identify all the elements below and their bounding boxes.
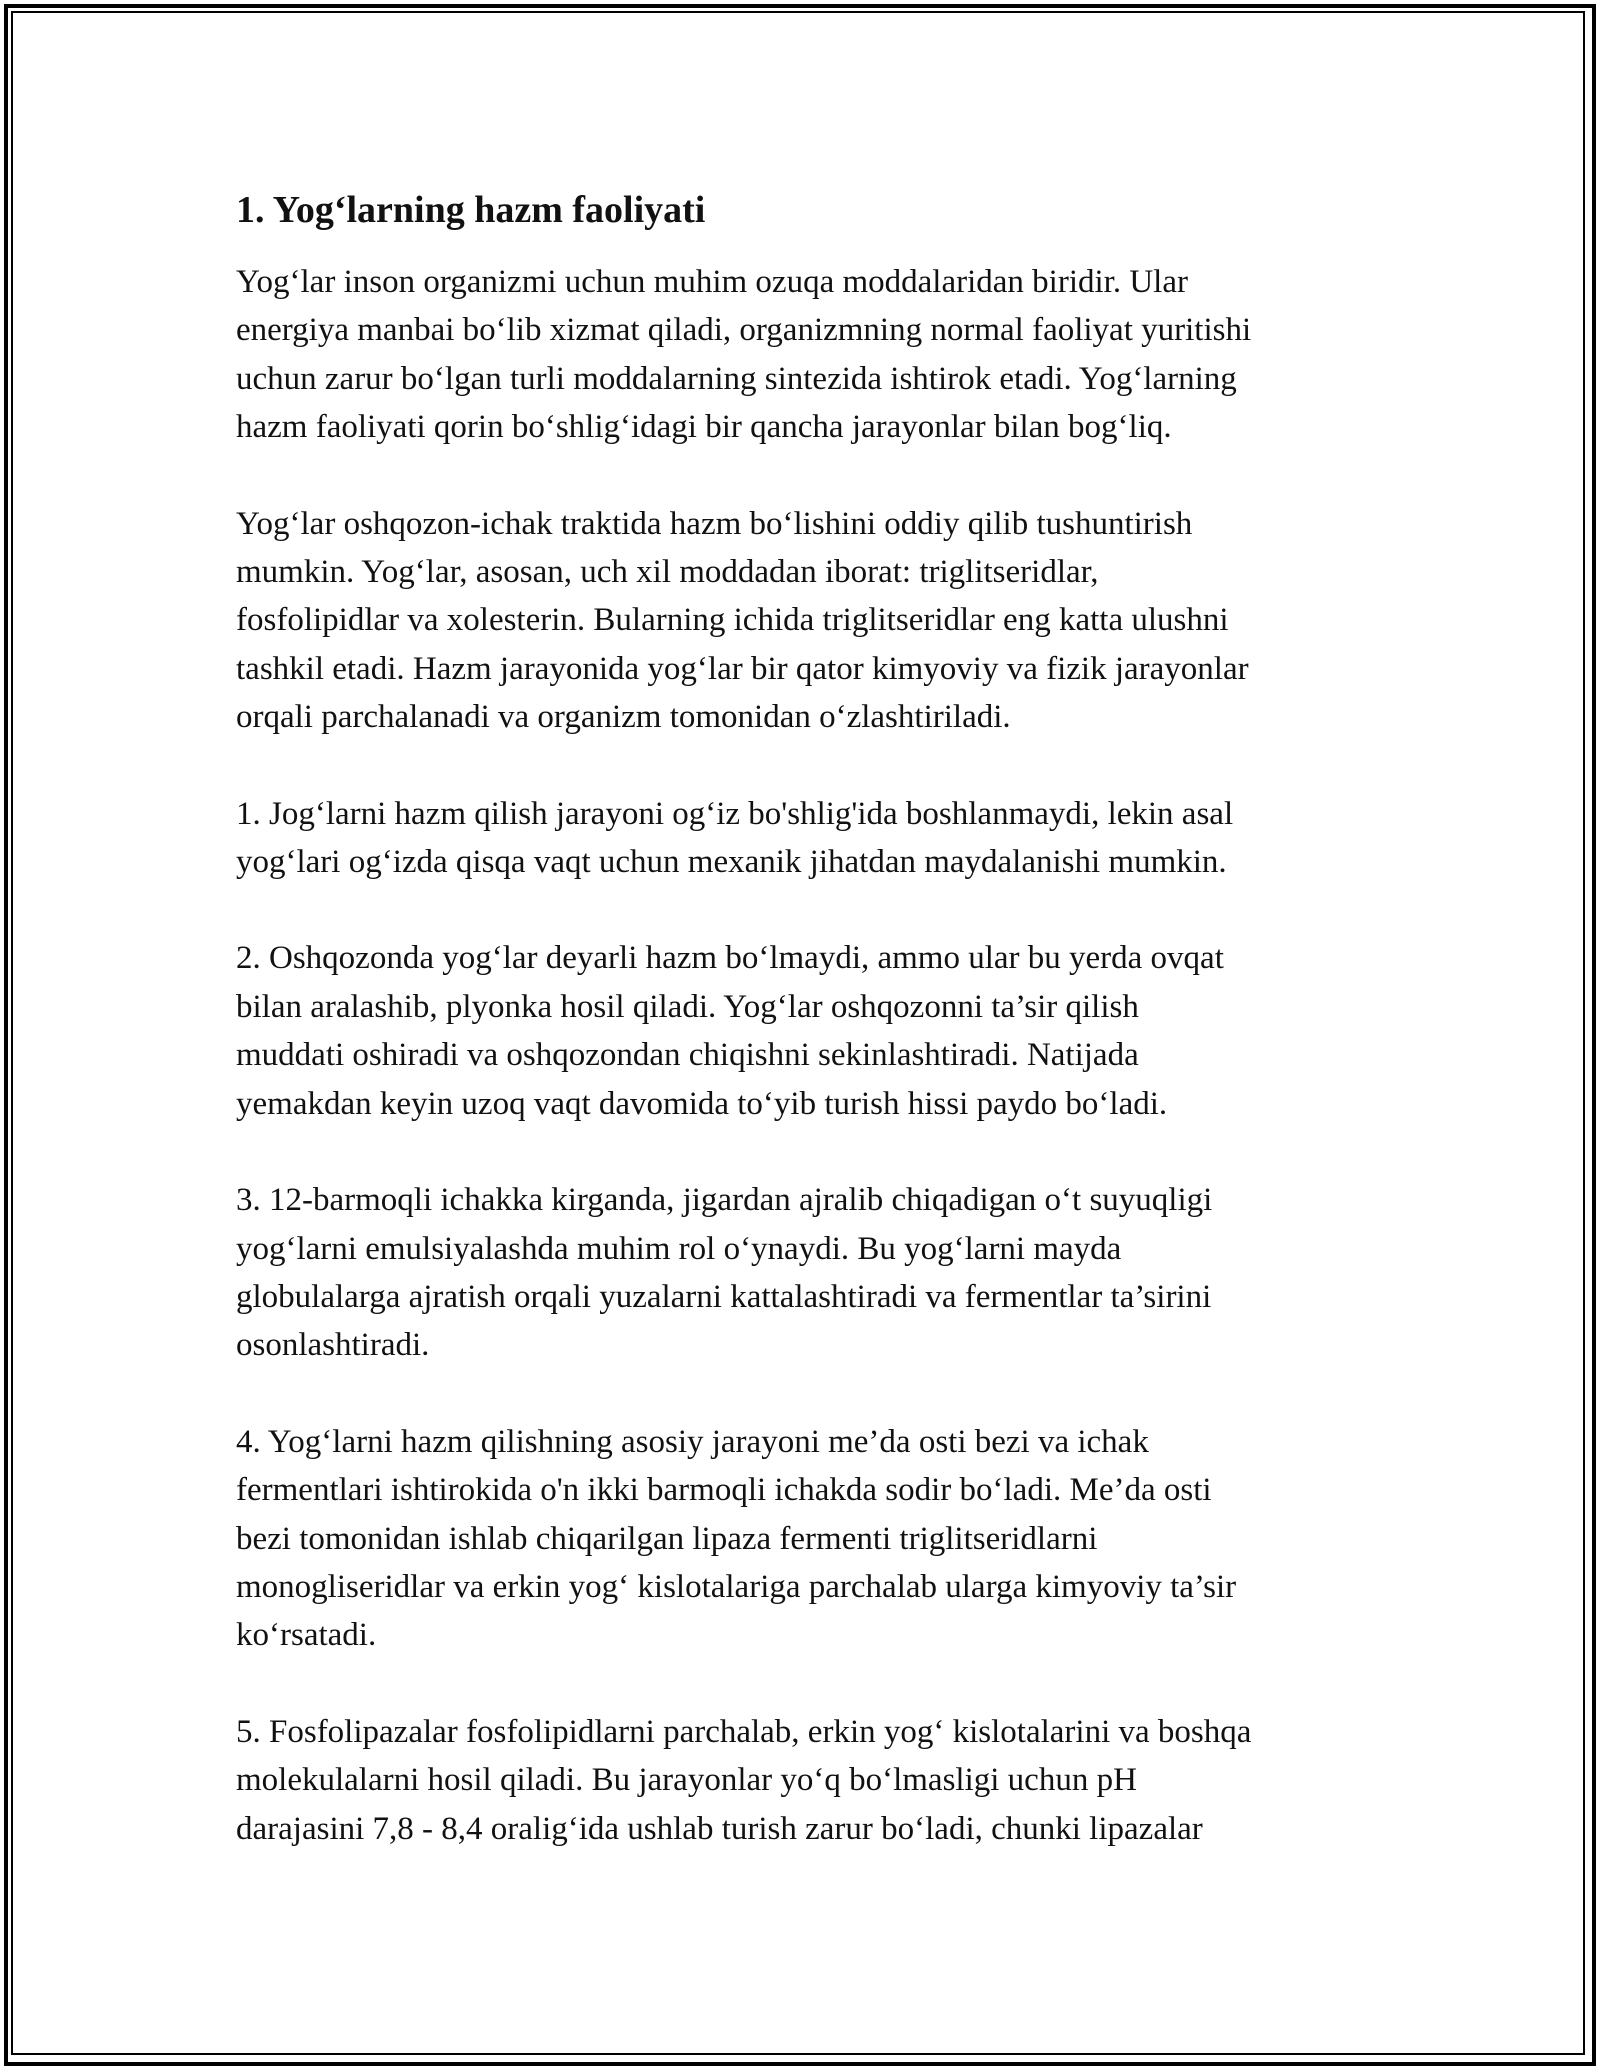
paragraph-intro: Yog‘lar inson organizmi uchun muhim ozuqa moddalaridan biridir. Ular energiya manbai bo‘lib xizmat qiladi, organizmning normal faoliyat yuritishi uchun zarur bo‘lgan turli moddalarning sintezida ishtirok etadi. Yog‘larning hazm faoliyati qorin bo‘shlig‘idagi bir qancha jarayonlar bilan bog‘liq. — [236, 264, 1252, 446]
paragraph-step-5: 5. Fosfolipazalar fosfolipidlarni parchalab, erkin yog‘ kislotalarini va boshqa molekulalarni hosil qiladi. Bu jarayonlar yo‘q bo‘lmasligi uchun pH darajasini 7,8 - 8,4 oralig‘ida ushlab turish zarur bo‘ladi, chunki lipazalar — [236, 1713, 1252, 1847]
paragraph-step-1: 1. Jog‘larni hazm qilish jarayoni og‘iz bo'shlig'ida boshlanmaydi, lekin asal yog‘lari og‘izda qisqa vaqt uchun mexanik jihatdan maydalanishi mumkin. — [236, 795, 1234, 881]
paragraph-step-2: 2. Oshqozonda yog‘lar deyarli hazm bo‘lmaydi, ammo ular bu yerda ovqat bilan aralashib, plyonka hosil qiladi. Yog‘lar oshqozonni ta’sir qilish muddati oshiradi va oshqozondan chiqishni sekinlashtiradi. Natijada yemakdan keyin uzoq vaqt davomida to‘yib turish hissi paydo bo‘ladi. — [236, 940, 1224, 1122]
document-body — [236, 186, 1376, 1853]
paragraph-step-3: 3. 12-barmoqli ichakka kirganda, jigardan ajralib chiqadigan o‘t suyuqligi yog‘larni emulsiyalashda muhim rol o‘ynaydi. Bu yog‘larni mayda globulalarga ajratish orqali yuzalarni kattalashtiradi va fermentlar ta’sirini osonlashtiradi. — [236, 1182, 1213, 1364]
paragraph-step-4: 4. Yog‘larni hazm qilishning asosiy jarayoni me’da osti bezi va ichak fermentlari ishtirokida o'n ikki barmoqli ichakda sodir bo‘ladi. Me’da osti bezi tomonidan ishlab chiqarilgan lipaza fermenti triglitseridlarni monogliseridlar va erkin yog‘ kislotalariga parchalab ularga kimyoviy ta’sir ko‘rsatadi. — [236, 1423, 1237, 1654]
paragraph-composition: Yog‘lar oshqozon-ichak traktida hazm bo‘lishini oddiy qilib tushuntirish mumkin. Yog‘lar, asosan, uch xil moddadan iborat: triglitseridlar, fosfolipidlar va xolesterin. Bularning ichida triglitseridlar eng katta ulushni tashkil etadi. Hazm jarayonida yog‘lar bir qator kimyoviy va fizik jarayonlar orqali parchalanadi va organizm tomonidan o‘zlashtiriladi. — [236, 505, 1249, 736]
section-heading: 1. Yog‘larning hazm faoliyati — [236, 189, 706, 231]
